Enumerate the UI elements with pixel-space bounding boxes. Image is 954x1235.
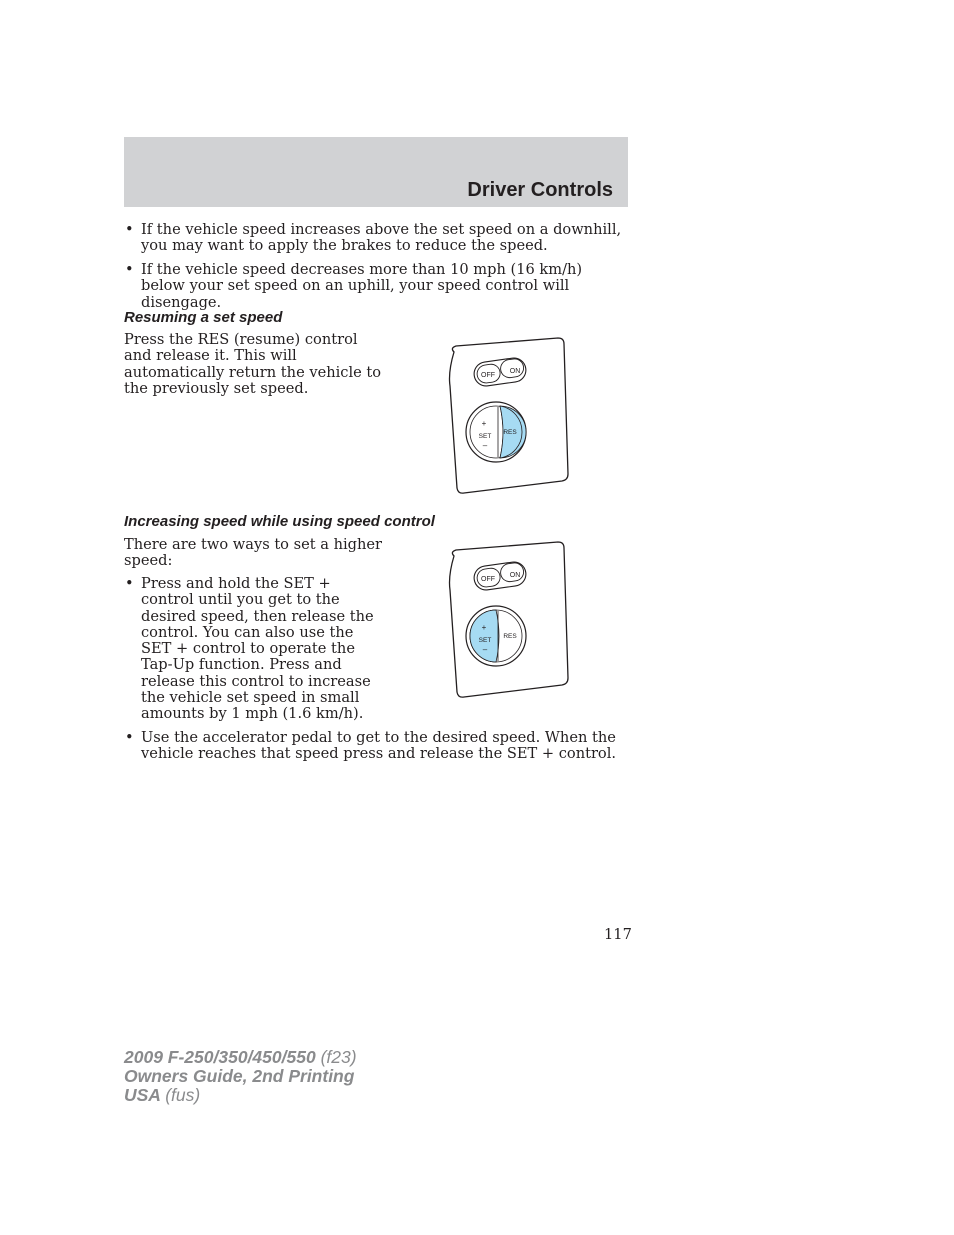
section-title: Driver Controls — [467, 179, 613, 201]
set-res-rocker — [466, 606, 526, 666]
footer-market-code: (fus) — [165, 1085, 201, 1105]
increase-bullet-list-2 — [124, 730, 624, 770]
on-label: ON — [509, 368, 521, 375]
page-number: 117 — [604, 926, 632, 943]
heading-resume-speed: Resuming a set speed — [124, 309, 283, 326]
heading-increase-speed: Increasing speed while using speed control — [124, 513, 435, 530]
speed-control-illustration-set — [440, 534, 580, 704]
footer-line-3 — [124, 1086, 357, 1105]
bullet-press-hold-set: • Press and hold the SET + control until you get to the desired speed, then release the control. You can also use the SET + control to operate the Tap-Up function. Press and release this control to increase the vehicle set speed in small amounts by 1 mph (1.6 km/h). — [124, 576, 384, 723]
res-label: RES — [503, 633, 517, 640]
increase-bullet-list-1 — [124, 576, 384, 730]
footer-line-2 — [124, 1067, 357, 1086]
minus-label: – — [482, 441, 488, 450]
resume-paragraph: Press the RES (resume) control and release it. This will automatically return the vehicle to the previously set speed. — [124, 331, 382, 397]
on-label: ON — [509, 572, 521, 579]
footer-model-code: (f23) — [320, 1047, 357, 1067]
off-label: OFF — [481, 372, 495, 379]
bullet-downhill: • If the vehicle speed increases above the set speed on a downhill, you may want to apply the brakes to reduce the speed. — [124, 222, 624, 255]
document-footer — [124, 1048, 357, 1105]
section-header-band — [124, 137, 628, 207]
top-bullet-list — [124, 222, 624, 318]
footer-market: USA — [124, 1085, 161, 1105]
footer-guide-edition: Owners Guide, 2nd Printing — [124, 1066, 355, 1086]
set-label: SET — [478, 637, 492, 644]
set-res-rocker — [466, 402, 526, 462]
set-label: SET — [478, 433, 492, 440]
bullet-accelerator: • Use the accelerator pedal to get to the desired speed. When the vehicle reaches that speed press and release the SET + control. — [124, 730, 624, 763]
res-label: RES — [503, 429, 517, 436]
increase-intro: There are two ways to set a higher speed: — [124, 536, 382, 570]
off-label: OFF — [481, 576, 495, 583]
plus-label: + — [481, 623, 487, 632]
plus-label: + — [481, 419, 487, 428]
footer-model: 2009 F-250/350/450/550 — [124, 1047, 316, 1067]
speed-control-illustration-res — [440, 330, 580, 500]
minus-label: – — [482, 645, 488, 654]
footer-line-1 — [124, 1048, 357, 1067]
bullet-uphill: • If the vehicle speed decreases more than 10 mph (16 km/h) below your set speed on an uphill, your speed control will disengage. — [124, 262, 624, 311]
